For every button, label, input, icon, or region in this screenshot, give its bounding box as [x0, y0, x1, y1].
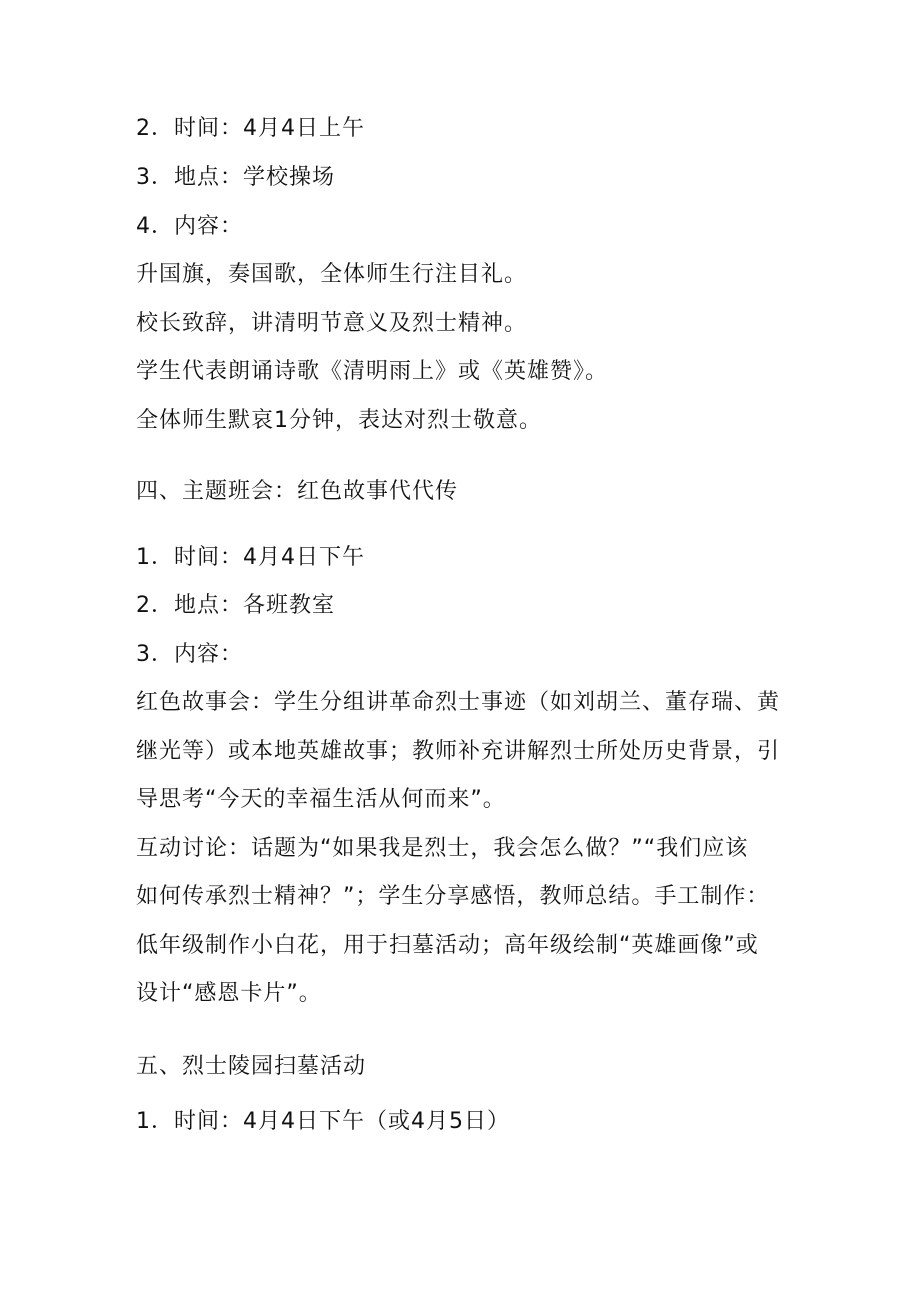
- item-time: 1．时间：4月4日下午: [136, 545, 365, 570]
- content-paragraph: 如何传承烈士精神？”；学生分享感悟，教师总结。手工制作：: [136, 884, 770, 909]
- content-paragraph: 全体师生默哀1分钟，表达对烈士敬意。: [136, 408, 542, 433]
- content-paragraph: 导思考“今天的幸福生活从何而来”。: [136, 787, 506, 812]
- item-location: 3．地点：学校操场: [136, 165, 335, 190]
- item-time: 2．时间：4月4日上午: [136, 116, 365, 141]
- content-paragraph: 低年级制作小白花，用于扫墓活动；高年级绘制“英雄画像”或: [136, 933, 759, 958]
- content-paragraph: 设计“感恩卡片”。: [136, 981, 322, 1006]
- content-paragraph: 升国旗，奏国歌，全体师生行注目礼。: [136, 262, 528, 287]
- item-content-heading: 3．内容：: [136, 642, 243, 667]
- section-heading-class-meeting: 四、主题班会：红色故事代代传: [136, 479, 459, 504]
- item-time: 1．时间：4月4日下午（或4月5日）: [136, 1109, 510, 1134]
- content-paragraph: 校长致辞，讲清明节意义及烈士精神。: [136, 311, 528, 336]
- content-paragraph: 学生代表朗诵诗歌《清明雨上》或《英雄赞》。: [136, 359, 609, 384]
- content-paragraph: 红色故事会：学生分组讲革命烈士事迹（如刘胡兰、董存瑞、黄: [136, 690, 781, 715]
- content-paragraph: 继光等）或本地英雄故事；教师补充讲解烈士所处历史背景，引: [136, 739, 781, 764]
- item-location: 2．地点：各班教室: [136, 593, 335, 618]
- content-paragraph: 互动讨论：话题为“如果我是烈士，我会怎么做？”“我们应该: [136, 836, 749, 861]
- item-content-heading: 4．内容：: [136, 214, 243, 239]
- section-heading-tomb-sweeping: 五、烈士陵园扫墓活动: [136, 1054, 367, 1079]
